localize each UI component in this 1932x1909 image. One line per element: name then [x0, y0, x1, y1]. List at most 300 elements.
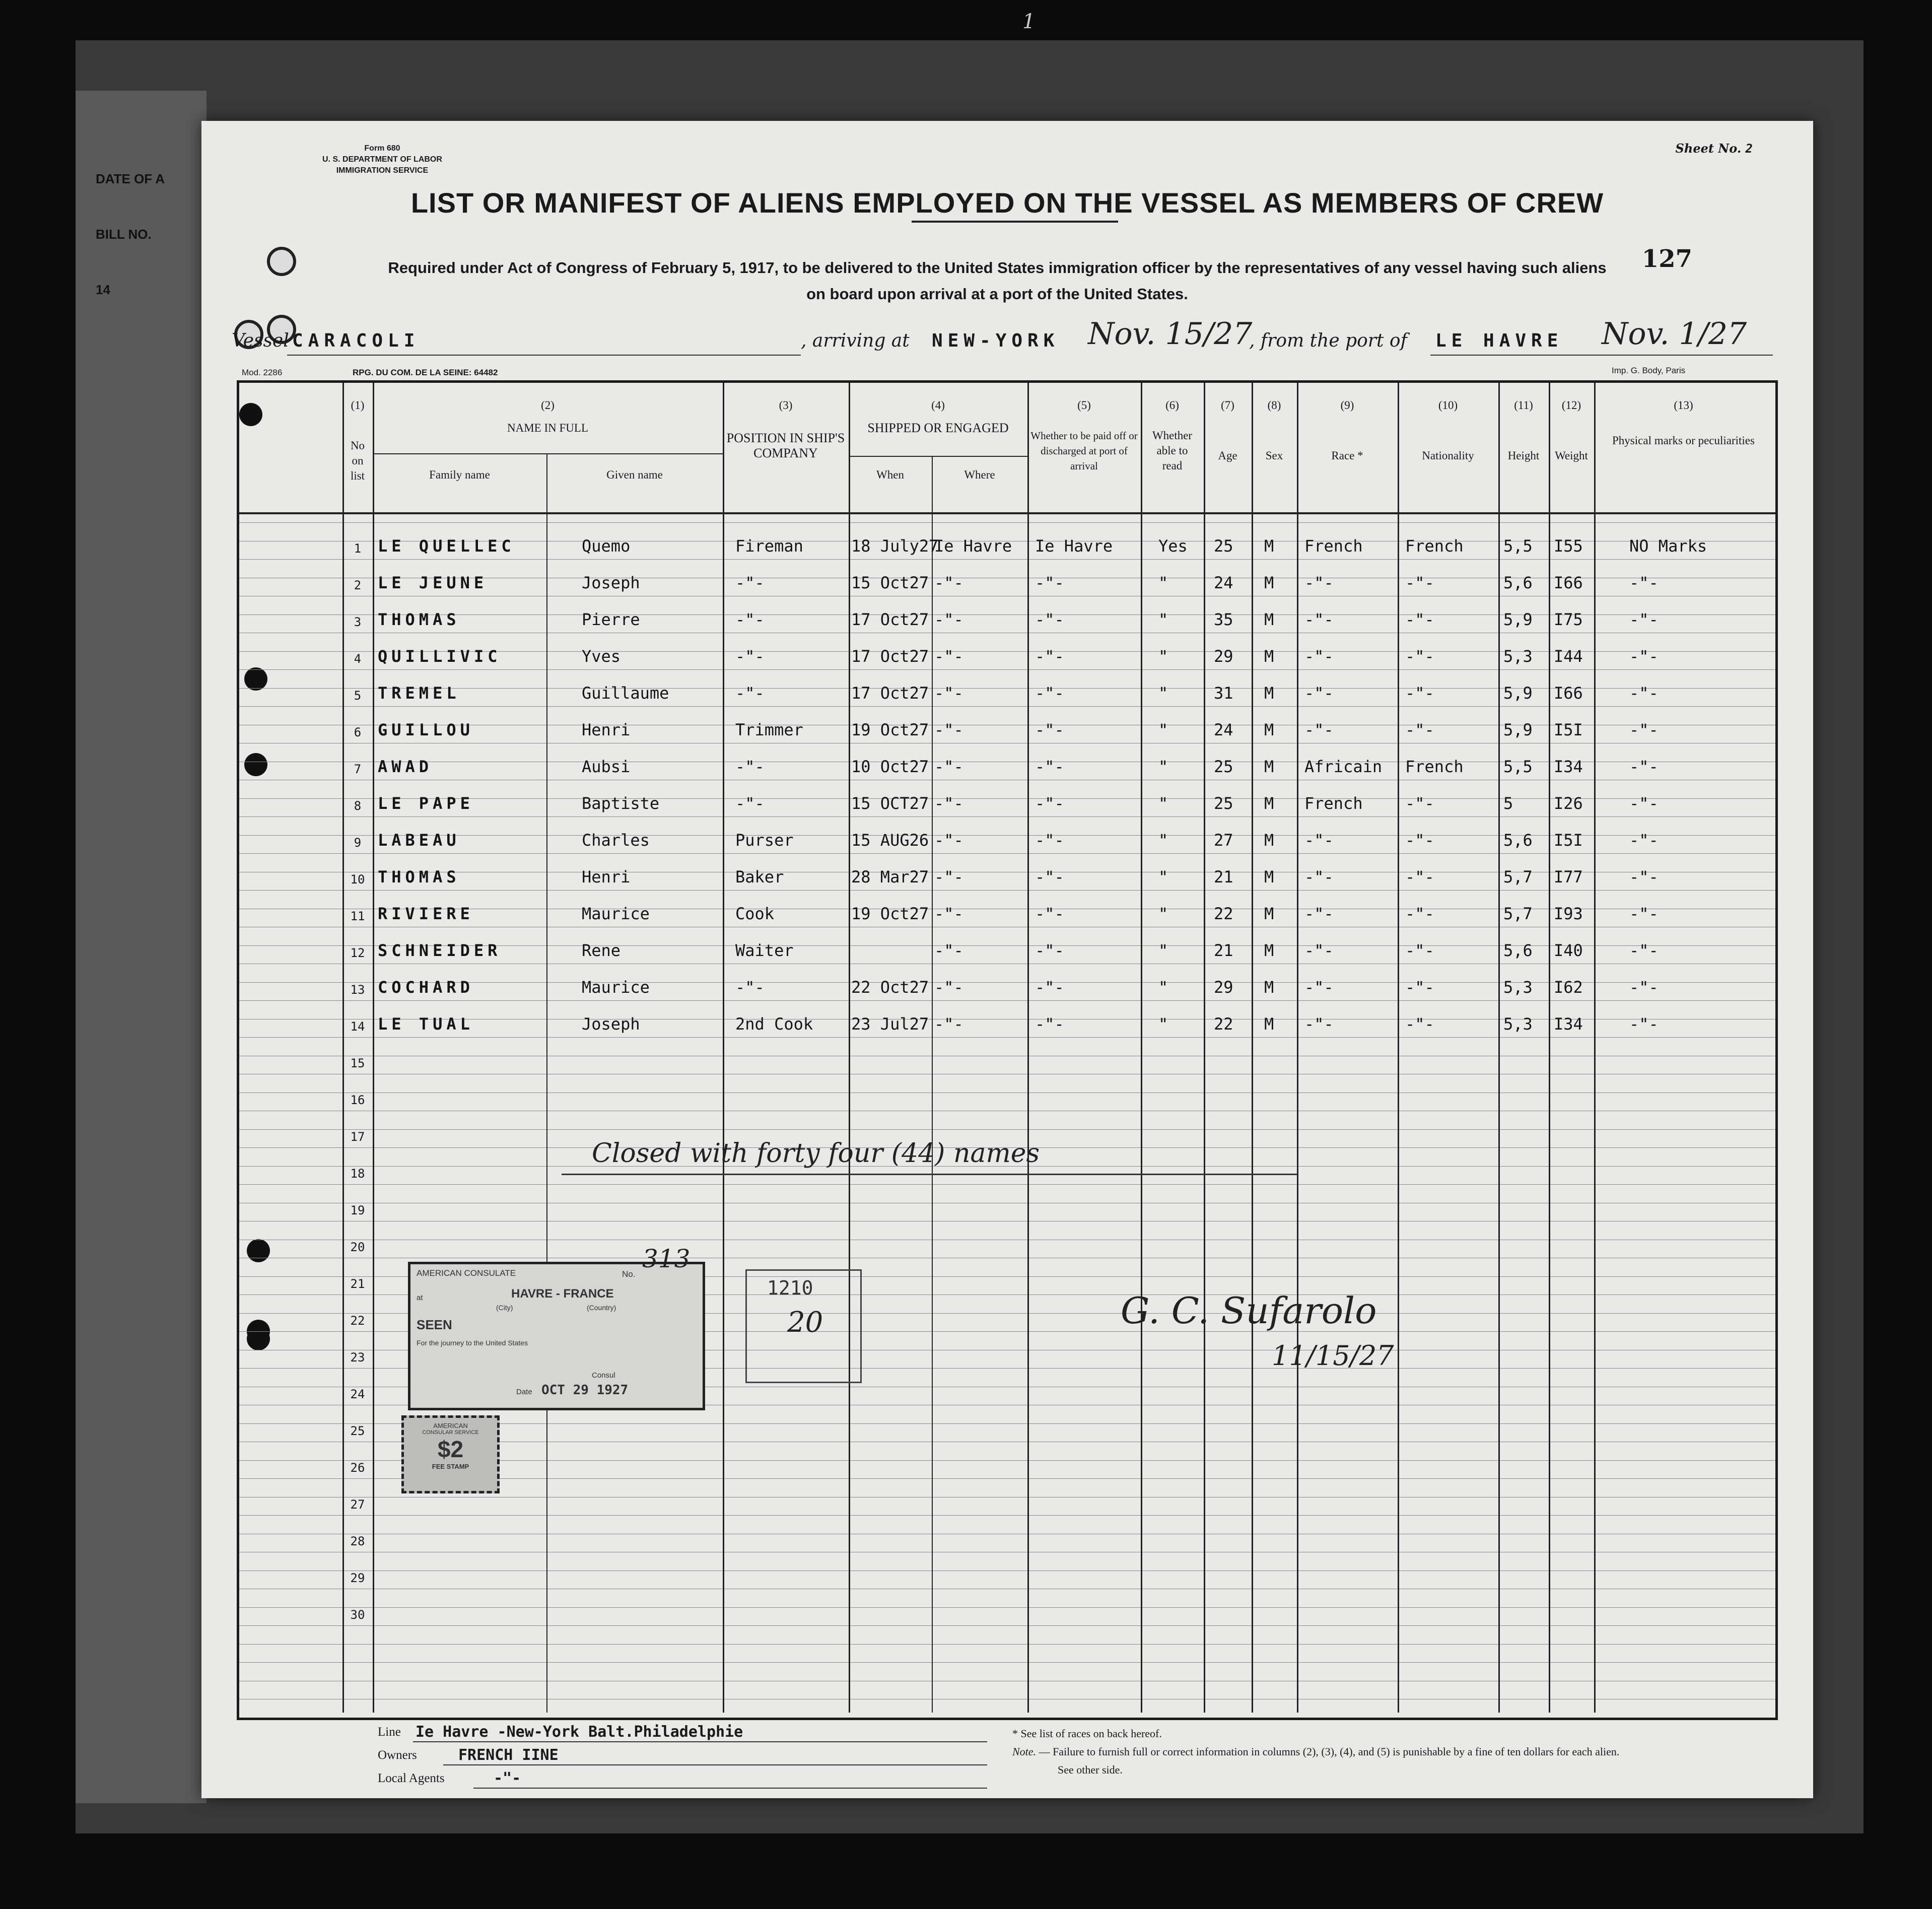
height-cell: 5,3 [1503, 647, 1533, 666]
ruled-line [239, 1515, 1775, 1516]
row-number: 11 [350, 909, 365, 923]
able-to-read-cell: Yes [1158, 536, 1188, 556]
race-cell: French [1304, 536, 1363, 556]
header-col-5 [1027, 383, 1142, 512]
row-number: 2 [354, 578, 362, 592]
nationality-cell: -"- [1405, 794, 1434, 813]
line-label: Line [378, 1725, 401, 1739]
nationality-cell: French [1405, 757, 1464, 776]
when-cell: 28 Mar27 [851, 867, 929, 887]
height-cell: 5,5 [1503, 757, 1533, 776]
col-num: (12) [1561, 399, 1581, 412]
col-title: Weight [1555, 449, 1588, 462]
manifest-sheet [201, 121, 1813, 1798]
col-title: Sex [1265, 449, 1283, 462]
position-cell: -"- [735, 647, 765, 666]
family-name-cell: SCHNEIDER [378, 941, 502, 960]
position-cell: -"- [735, 684, 765, 703]
when-cell: 15 AUG26 [851, 831, 929, 850]
stamp-text: No. [622, 1269, 636, 1279]
sheet-label: Sheet No. [1675, 141, 1742, 156]
age-cell: 29 [1214, 647, 1233, 666]
col-title: No on list [350, 439, 365, 482]
age-cell: 22 [1214, 1014, 1233, 1034]
age-cell: 21 [1214, 941, 1233, 960]
marks-cell: -"- [1629, 867, 1659, 887]
age-cell: 24 [1214, 573, 1233, 592]
paid-off-cell: Ie Havre [1035, 536, 1113, 556]
ruled-line [239, 1644, 1775, 1645]
header-col-11 [1498, 383, 1550, 512]
position-cell: Fireman [735, 536, 803, 556]
paid-off-cell: -"- [1035, 978, 1064, 997]
header-bottom-rule [239, 512, 1775, 514]
age-cell: 25 [1214, 536, 1233, 556]
header-col-12 [1549, 383, 1596, 512]
weight-cell: I62 [1554, 978, 1583, 997]
age-cell: 24 [1214, 720, 1233, 739]
weight-cell: I77 [1554, 867, 1583, 887]
able-to-read-cell: " [1158, 647, 1168, 666]
nationality-cell: -"- [1405, 867, 1434, 887]
field-underline [473, 1788, 987, 1789]
given-name-cell: Rene [582, 941, 621, 960]
given-name-cell: Maurice [582, 904, 650, 923]
vessel-line [232, 316, 1773, 361]
title-underline [912, 221, 1118, 223]
weight-cell: I44 [1554, 647, 1583, 666]
ruled-line [239, 1625, 1775, 1626]
document-title: LIST OR MANIFEST OF ALIENS EMPLOYED ON THE VESSEL AS MEMBERS OF CREW [410, 187, 1604, 219]
row-number: 23 [350, 1350, 365, 1365]
paid-off-cell: -"- [1035, 720, 1064, 739]
row-number: 7 [354, 762, 362, 776]
sex-cell: M [1264, 941, 1274, 960]
closing-rule [562, 1174, 1297, 1175]
column-rule [849, 512, 850, 1713]
family-name-cell: LE TUAL [378, 1014, 474, 1034]
when-header: When [876, 468, 904, 481]
form-service: IMMIGRATION SERVICE [336, 166, 429, 175]
row-number: 15 [350, 1056, 365, 1070]
ruled-line [239, 1000, 1775, 1001]
where-cell: -"- [934, 573, 963, 592]
nationality-cell: -"- [1405, 941, 1434, 960]
col-num: (7) [1221, 399, 1234, 412]
row-number: 21 [350, 1277, 365, 1291]
height-cell: 5,9 [1503, 610, 1533, 629]
column-rule [1252, 512, 1253, 1713]
nationality-cell: -"- [1405, 684, 1434, 703]
position-cell: -"- [735, 794, 765, 813]
given-name-cell: Joseph [582, 1014, 640, 1034]
age-cell: 25 [1214, 794, 1233, 813]
sex-cell: M [1264, 610, 1274, 629]
row-number: 5 [354, 689, 362, 703]
column-rule [1204, 512, 1205, 1713]
race-cell: French [1304, 794, 1363, 813]
registry-stamp [745, 1269, 862, 1383]
row-number: 12 [350, 946, 365, 960]
paid-off-cell: -"- [1035, 610, 1064, 629]
race-cell: -"- [1304, 831, 1334, 850]
registry-number: 1210 [767, 1277, 813, 1299]
race-cell: -"- [1304, 978, 1334, 997]
registry-amount: 20 [787, 1306, 823, 1339]
fine-note [1012, 1745, 1619, 1758]
where-cell: -"- [934, 904, 963, 923]
col-num: (5) [1077, 399, 1091, 412]
race-cell: -"- [1304, 573, 1334, 592]
able-to-read-cell: " [1158, 941, 1168, 960]
where-cell: -"- [934, 941, 963, 960]
given-name-cell: Quemo [582, 536, 631, 556]
position-cell: -"- [735, 573, 765, 592]
note-label: Note. [1012, 1745, 1037, 1758]
column-rule [1297, 512, 1298, 1713]
paid-off-cell: -"- [1035, 867, 1064, 887]
fragment-line: BILL NO. [96, 227, 152, 242]
race-cell: -"- [1304, 867, 1334, 887]
sheet-value: 2 [1745, 142, 1753, 156]
field-underline [1430, 355, 1773, 356]
age-cell: 22 [1214, 904, 1233, 923]
height-cell: 5,5 [1503, 536, 1533, 556]
signature: G. C. Sufarolo [1121, 1289, 1377, 1332]
when-cell: 17 Oct27 [851, 610, 929, 629]
marks-cell: -"- [1629, 684, 1659, 703]
signature-date: 11/15/27 [1272, 1340, 1394, 1372]
column-rule [373, 512, 374, 1713]
family-name-cell: COCHARD [378, 978, 474, 997]
able-to-read-cell: " [1158, 904, 1168, 923]
header-col-4 [849, 383, 1029, 512]
race-cell: -"- [1304, 1014, 1334, 1034]
stamp-text: For the journey to the United States [417, 1339, 528, 1347]
given-name-cell: Baptiste [582, 794, 660, 813]
header-col-8 [1252, 383, 1298, 512]
nationality-cell: French [1405, 536, 1464, 556]
where-cell: -"- [934, 757, 963, 776]
col-num: (2) [541, 399, 555, 412]
row-number: 25 [350, 1424, 365, 1438]
where-cell: Ie Havre [934, 536, 1012, 556]
column-rule [1027, 512, 1029, 1713]
sex-cell: M [1264, 757, 1274, 776]
stamp-seen: SEEN [417, 1317, 452, 1332]
marks-cell: -"- [1629, 720, 1659, 739]
family-name-cell: LE QUELLEC [378, 536, 515, 556]
column-rule [723, 512, 724, 1713]
marks-cell: -"- [1629, 610, 1659, 629]
nationality-cell: -"- [1405, 720, 1434, 739]
field-underline [443, 1764, 987, 1765]
marks-cell: -"- [1629, 1014, 1659, 1034]
family-name-header: Family name [429, 468, 490, 481]
when-cell: 19 Oct27 [851, 720, 929, 739]
row-number: 24 [350, 1387, 365, 1401]
row-number: 8 [354, 799, 362, 813]
nationality-cell: -"- [1405, 610, 1434, 629]
row-number: 6 [354, 725, 362, 739]
row-number: 1 [354, 541, 362, 556]
header-col-10 [1398, 383, 1500, 512]
where-cell: -"- [934, 794, 963, 813]
able-to-read-cell: " [1158, 794, 1168, 813]
given-name-cell: Henri [582, 867, 631, 887]
row-number: 27 [350, 1497, 365, 1512]
able-to-read-cell: " [1158, 684, 1168, 703]
height-cell: 5,7 [1503, 867, 1533, 887]
header-col-2 [373, 383, 724, 512]
nationality-cell: -"- [1405, 904, 1434, 923]
age-cell: 31 [1214, 684, 1233, 703]
row-number: 9 [354, 836, 362, 850]
race-cell: -"- [1304, 684, 1334, 703]
ruled-line [239, 1607, 1775, 1608]
form-identifier [322, 143, 442, 176]
marks-cell: -"- [1629, 573, 1659, 592]
family-name-cell: GUILLOU [378, 720, 474, 739]
weight-cell: I34 [1554, 757, 1583, 776]
agents-label: Local Agents [378, 1771, 445, 1785]
ruled-line [239, 816, 1775, 817]
where-cell: -"- [934, 978, 963, 997]
marks-cell: -"- [1629, 647, 1659, 666]
vessel-label: Vessel [232, 330, 289, 351]
when-cell: 23 Jul27 [851, 1014, 929, 1034]
closing-note: Closed with forty four (44) names [592, 1138, 1040, 1169]
col-num: (10) [1438, 399, 1458, 412]
race-cell: -"- [1304, 647, 1334, 666]
ruled-line [239, 669, 1775, 670]
where-cell: -"- [934, 647, 963, 666]
weight-cell: I5I [1554, 831, 1583, 850]
when-cell: 17 Oct27 [851, 684, 929, 703]
nationality-cell: -"- [1405, 573, 1434, 592]
paid-off-cell: -"- [1035, 904, 1064, 923]
column-rule [1141, 512, 1142, 1713]
marks-cell: -"- [1629, 941, 1659, 960]
able-to-read-cell: " [1158, 610, 1168, 629]
age-cell: 29 [1214, 978, 1233, 997]
header-col-13 [1594, 383, 1773, 512]
stamp-text: AMERICAN CONSULATE [417, 1268, 516, 1278]
col-title: Age [1218, 449, 1237, 462]
consulate-stamp [408, 1244, 705, 1410]
family-name-cell: QUILLIVIC [378, 647, 502, 666]
when-cell: 10 Oct27 [851, 757, 929, 776]
where-cell: -"- [934, 720, 963, 739]
height-cell: 5 [1503, 794, 1513, 813]
position-cell: Waiter [735, 941, 794, 960]
paid-off-cell: -"- [1035, 684, 1064, 703]
registration-number: RPG. DU COM. DE LA SEINE: 64482 [353, 368, 498, 377]
height-cell: 5,6 [1503, 573, 1533, 592]
sex-cell: M [1264, 867, 1274, 887]
given-name-header: Given name [606, 468, 663, 481]
row-number: 20 [350, 1240, 365, 1254]
family-name-cell: THOMAS [378, 867, 460, 887]
column-rule [1594, 512, 1596, 1713]
weight-cell: I66 [1554, 684, 1583, 703]
age-cell: 25 [1214, 757, 1233, 776]
weight-cell: I40 [1554, 941, 1583, 960]
col-num: (6) [1165, 399, 1179, 412]
stamp-date: OCT 29 1927 [541, 1383, 629, 1398]
left-page-fragment [96, 151, 165, 317]
stamp-text: (City) [496, 1304, 513, 1312]
row-number: 19 [350, 1203, 365, 1217]
stamp-text: at [417, 1293, 423, 1302]
able-to-read-cell: " [1158, 978, 1168, 997]
weight-cell: I34 [1554, 1014, 1583, 1034]
paid-off-cell: -"- [1035, 831, 1064, 850]
sex-cell: M [1264, 904, 1274, 923]
fee-stamp-text: CONSULAR SERVICE [422, 1429, 479, 1436]
ruled-line [239, 890, 1775, 891]
sex-cell: M [1264, 684, 1274, 703]
ruled-line [239, 522, 1775, 523]
stamp-text: Consul [592, 1371, 615, 1380]
owners-value: FRENCH IINE [458, 1746, 559, 1764]
height-cell: 5,6 [1503, 831, 1533, 850]
col-title: Whether to be paid off or discharged at port of arrival [1030, 430, 1138, 472]
column-rule [1549, 512, 1550, 1713]
row-number: 14 [350, 1019, 365, 1034]
where-cell: -"- [934, 831, 963, 850]
header-col-7 [1204, 383, 1253, 512]
row-number: 3 [354, 615, 362, 629]
stamp-number: 313 [642, 1244, 691, 1273]
row-number: 4 [354, 652, 362, 666]
subheader-divider [546, 453, 547, 512]
field-underline [413, 1741, 987, 1742]
when-cell: 15 OCT27 [851, 794, 929, 813]
when-cell: 22 Oct27 [851, 978, 929, 997]
given-name-cell: Charles [582, 831, 650, 850]
given-name-cell: Pierre [582, 610, 640, 629]
race-cell: -"- [1304, 610, 1334, 629]
subheader-rule [849, 456, 1027, 457]
when-cell: 18 July27 [851, 536, 939, 556]
note-text: — Failure to furnish full or correct information in columns (2), (3), (4), and (5) is punishable by a fine of ten dollars for each alien. [1039, 1745, 1620, 1758]
where-cell: -"- [934, 867, 963, 887]
when-cell: 17 Oct27 [851, 647, 929, 666]
col-title: SHIPPED OR ENGAGED [867, 421, 1009, 435]
col-num: (4) [931, 399, 945, 412]
weight-cell: I66 [1554, 573, 1583, 592]
able-to-read-cell: " [1158, 573, 1168, 592]
header-col-9 [1297, 383, 1399, 512]
nationality-cell: -"- [1405, 978, 1434, 997]
family-name-cell: LE PAPE [378, 794, 474, 813]
weight-cell: I93 [1554, 904, 1583, 923]
sheet-number [1676, 141, 1753, 156]
height-cell: 5,6 [1503, 941, 1533, 960]
age-cell: 27 [1214, 831, 1233, 850]
subheader-divider [932, 456, 933, 512]
header-margin [239, 383, 344, 512]
sex-cell: M [1264, 831, 1274, 850]
position-cell: Cook [735, 904, 775, 923]
able-to-read-cell: " [1158, 757, 1168, 776]
race-cell: -"- [1304, 720, 1334, 739]
row-number: 18 [350, 1167, 365, 1181]
col-title: POSITION IN SHIP'S COMPANY [726, 431, 845, 460]
able-to-read-cell: " [1158, 720, 1168, 739]
where-cell: -"- [934, 684, 963, 703]
paid-off-cell: -"- [1035, 573, 1064, 592]
given-name-cell: Yves [582, 647, 621, 666]
given-name-cell: Henri [582, 720, 631, 739]
sex-cell: M [1264, 1014, 1274, 1034]
departure-date: Nov. 1/27 [1602, 316, 1747, 352]
weight-cell: I55 [1554, 536, 1583, 556]
field-underline [287, 355, 801, 356]
family-name-cell: AWAD [378, 757, 433, 776]
given-name-cell: Maurice [582, 978, 650, 997]
when-cell: 15 Oct27 [851, 573, 929, 592]
position-cell: Trimmer [735, 720, 803, 739]
col-num: (8) [1267, 399, 1281, 412]
height-cell: 5,7 [1503, 904, 1533, 923]
header-col-6 [1141, 383, 1205, 512]
paid-off-cell: -"- [1035, 757, 1064, 776]
ruled-line [239, 853, 1775, 854]
able-to-read-cell: " [1158, 831, 1168, 850]
fee-stamp [401, 1415, 500, 1493]
given-name-cell: Joseph [582, 573, 640, 592]
printer-credit: Imp. G. Body, Paris [1612, 366, 1686, 375]
ruled-line [239, 835, 1775, 836]
race-cell: -"- [1304, 941, 1334, 960]
from-label: , from the port of [1249, 330, 1407, 351]
where-cell: -"- [934, 610, 963, 629]
col-num: (11) [1514, 399, 1533, 412]
document-subtitle [317, 255, 1677, 307]
position-cell: -"- [735, 757, 765, 776]
footer [201, 1725, 1813, 1801]
given-name-cell: Aubsi [582, 757, 631, 776]
col-num: (1) [351, 399, 365, 412]
family-name-cell: THOMAS [378, 610, 460, 629]
sex-cell: M [1264, 573, 1274, 592]
able-to-read-cell: " [1158, 1014, 1168, 1034]
col-title: Height [1507, 449, 1540, 462]
marks-cell: NO Marks [1629, 536, 1707, 556]
family-name-cell: LABEAU [378, 831, 460, 850]
row-number: 13 [350, 983, 365, 997]
ruled-line [239, 1662, 1775, 1663]
marks-cell: -"- [1629, 794, 1659, 813]
where-cell: -"- [934, 1014, 963, 1034]
form-number: Form 680 [364, 144, 400, 153]
column-rule [546, 512, 547, 1713]
given-name-cell: Guillaume [582, 684, 669, 703]
col-title: Race * [1331, 449, 1363, 462]
subtitle-line: Required under Act of Congress of February 5, 1917, to be delivered to the United States immigration officer by the representatives of any vessel having such aliens [388, 259, 1607, 277]
fee-stamp-amount: $2 [437, 1436, 464, 1462]
ruled-line [239, 688, 1775, 689]
col-title: Nationality [1422, 449, 1474, 462]
family-name-cell: LE JEUNE [378, 573, 488, 592]
ruled-line [239, 1037, 1775, 1038]
height-cell: 5,3 [1503, 978, 1533, 997]
column-rule [932, 512, 933, 1713]
height-cell: 5,3 [1503, 1014, 1533, 1034]
position-cell: Baker [735, 867, 784, 887]
